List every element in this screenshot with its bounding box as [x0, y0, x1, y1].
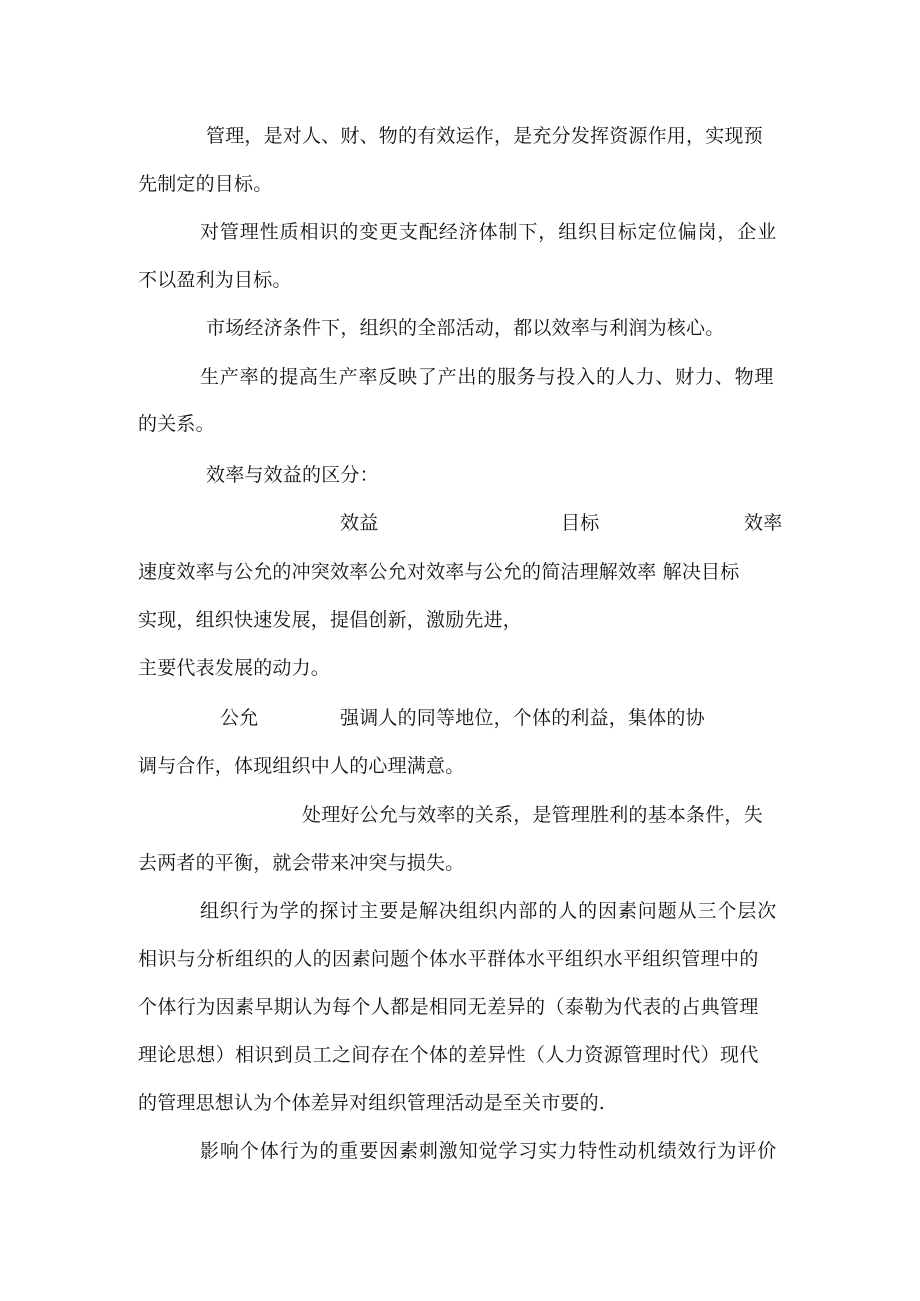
paragraph-8-line-1: 处理好公允与效率的关系，是管理胜利的基本条件，失 — [302, 804, 763, 826]
table-header-goal: 目标 — [561, 512, 600, 534]
paragraph-8-line-2: 去两者的平衡，就会带来冲突与损失。 — [138, 852, 465, 874]
paragraph-1-line-1: 管理，是对人、财、物的有效运作，是充分发挥资源作用，实现预 — [206, 125, 763, 147]
paragraph-7-line-1: 强调人的同等地位，个体的利益，集体的协 — [340, 707, 705, 729]
paragraph-10-line-1: 影响个体行为的重要因素刺激知觉学习实力特性动机绩效行为评价 — [200, 1140, 778, 1162]
paragraph-9-line-4: 理论思想）相识到员工之间存在个体的差异性（人力资源管理时代）现代 — [138, 1044, 759, 1066]
paragraph-2-line-2: 不以盈利为目标。 — [138, 269, 292, 291]
paragraph-7-line-2: 调与合作，体现组织中人的心理满意。 — [138, 755, 465, 777]
paragraph-9-line-5: 的管理思想认为个体差异对组织管理活动是至关市要的. — [138, 1092, 606, 1114]
paragraph-3-line-1: 市场经济条件下，组织的全部活动，都以效率与利润为核心。 — [206, 317, 725, 339]
paragraph-1-line-2: 先制定的目标。 — [138, 173, 273, 195]
paragraph-6-line-2: 实现，组织快速发展，提倡创新，激励先进， — [138, 609, 523, 631]
paragraph-2-line-1: 对管理性质相识的变更支配经济体制下，组织目标定位偏岗，企业 — [200, 221, 778, 243]
paragraph-7-term: 公允 — [220, 707, 259, 729]
paragraph-9-line-2: 相识与分析组织的人的因素问题个体水平群体水平组织水平组织管理中的 — [138, 948, 759, 970]
paragraph-5-line-1: 效率与效益的区分： — [206, 464, 379, 486]
table-header-benefit: 效益 — [340, 512, 379, 534]
paragraph-6-line-3: 主要代表发展的动力。 — [138, 657, 331, 679]
paragraph-9-line-3: 个体行为因素早期认为每个人都是相同无差异的（泰勒为代表的占典管理 — [138, 996, 759, 1018]
paragraph-6-line-1: 速度效率与公允的冲突效率公允对效率与公允的简洁理解效率 解决目标 — [138, 561, 740, 583]
paragraph-4-line-1: 生产率的提高生产率反映了产出的服务与投入的人力、财力、物理 — [200, 366, 775, 388]
paragraph-9-line-1: 组织行为学的探讨主要是解决组织内部的人的因素问题从三个层次 — [200, 900, 778, 922]
paragraph-4-line-2: 的关系。 — [138, 413, 215, 435]
table-header-efficiency: 效率 — [744, 512, 783, 534]
